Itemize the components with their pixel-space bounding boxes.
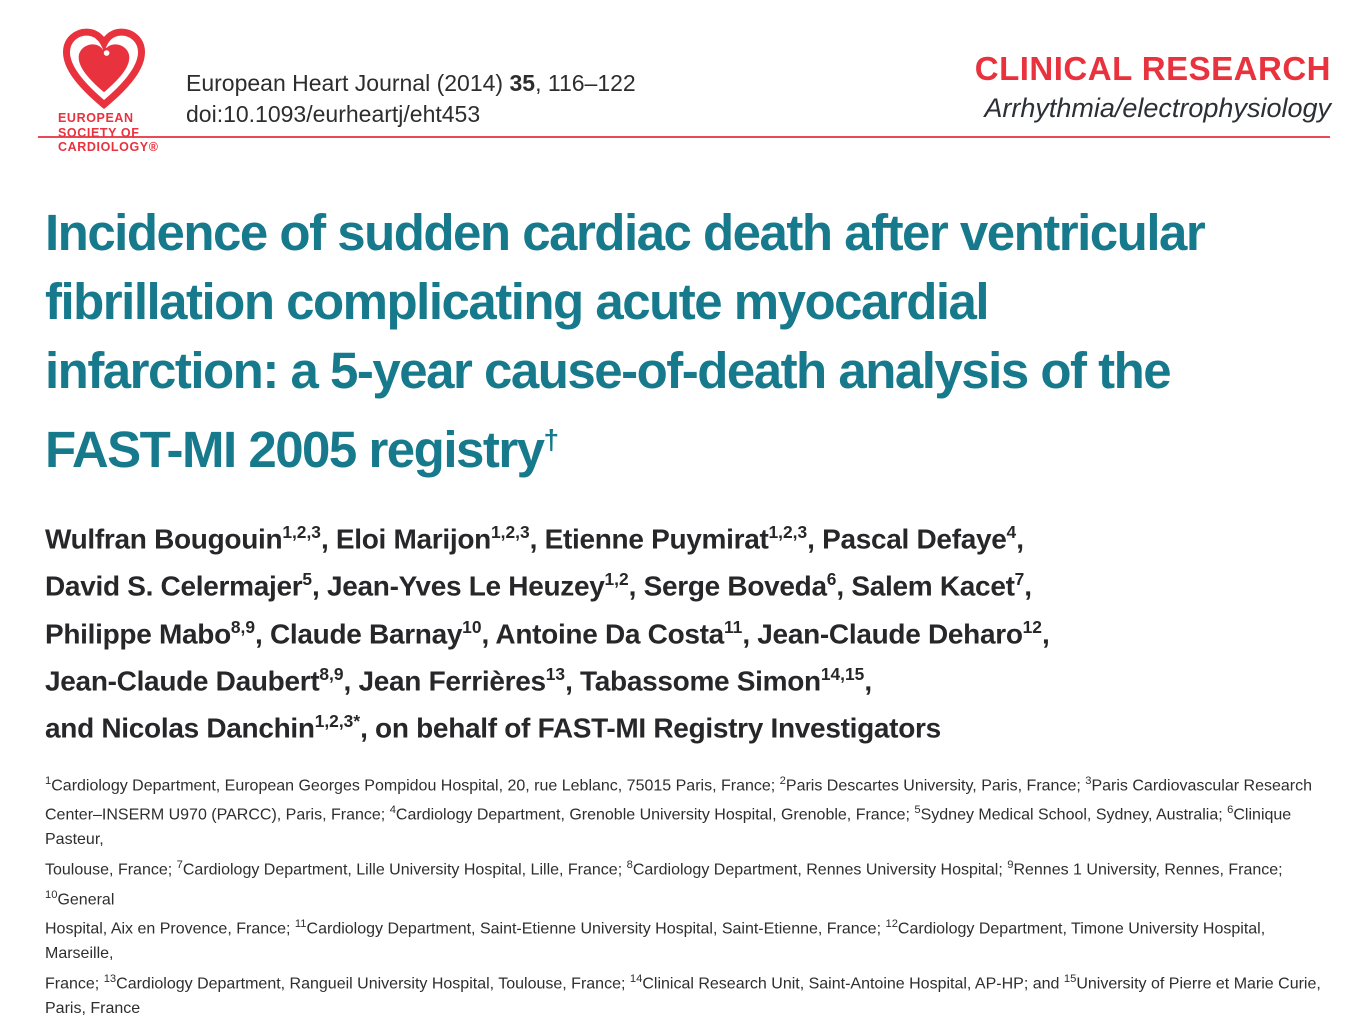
journal-citation: European Heart Journal (2014) 35, 116–122 [186, 70, 636, 96]
journal-doi: doi:10.1093/eurheartj/eht453 [186, 101, 481, 127]
affiliations [45, 769, 1331, 1021]
article-title [45, 198, 1331, 484]
esc-heart-icon [60, 26, 148, 108]
title-line: infarction: a 5-year cause-of-death analysis of the [45, 342, 1171, 399]
affiliation-line: $^1$Cardiology Department, European Georges Pompidou Hospital, 20, rue Leblanc, 75015 Paris, France; $^2$Paris Descartes University, Paris, France; $^3$Paris Cardiovascular Research [45, 774, 1312, 794]
author-line: Philippe Mabo$^{8,9}$, Claude Barnay$^{10}$, Antoine Da Costa$^{11}$, Jean-Claude Deharo$^{12}$, [45, 616, 1050, 649]
author-line: Jean-Claude Daubert$^{8,9}$, Jean Ferrières$^{13}$, Tabassome Simon$^{14,15}$, [45, 663, 872, 697]
affiliation-line: Hospital, Aix en Provence, France; $^{11}$Cardiology Department, Saint-Etienne University Hospital, Saint-Etienne, France; $^{12}$Cardiology Department, Timone University Hospital, Marseille, [45, 918, 1266, 963]
article-category-block [975, 50, 1331, 126]
article-subcategory: Arrhythmia/electrophysiology [984, 93, 1331, 123]
affiliation-line: Paris, France [45, 999, 141, 1017]
author-line: and Nicolas Danchin$^{1,2,3*}$, on behalf of FAST-MI Registry Investigators [45, 711, 941, 744]
journal-citation-block [186, 68, 636, 130]
article-category: CLINICAL RESEARCH [974, 50, 1331, 87]
author-line: Wulfran Bougouin$^{1,2,3}$, Eloi Marijon$^{1,2,3}$, Etienne Puymirat$^{1,2,3}$, Pascal Defaye$^4$, [45, 522, 1024, 555]
affiliation-line: Toulouse, France; $^7$Cardiology Department, Lille University Hospital, Lille, France; $^8$Cardiology Department, Rennes University Hospital; $^9$Rennes 1 University, Rennes, France; $^{10}$General [45, 858, 1283, 908]
affiliation-line: Center–INSERM U970 (PARCC), Paris, France; $^4$Cardiology Department, Grenoble University Hospital, Grenoble, France; $^5$Sydney Medical School, Sydney, Australia; $^6$Clinique Pasteur, [45, 804, 1292, 849]
author-line: David S. Celermajer$^5$, Jean-Yves Le Heuzey$^{1,2}$, Serge Boveda$^6$, Salem Kacet$^7$, [45, 569, 1032, 602]
esc-logo-text-line: CARDIOLOGY® [58, 140, 159, 154]
author-list [45, 512, 1331, 749]
title-line: fibrillation complicating acute myocardial [45, 273, 989, 330]
esc-logo-text-line: SOCIETY OF [58, 125, 140, 140]
title-line: Incidence of sudden cardiac death after ventricular [45, 204, 1205, 261]
title-line: FAST-MI 2005 registry† [45, 421, 560, 478]
esc-logo [58, 26, 158, 155]
affiliation-line: France; $^{13}$Cardiology Department, Rangueil University Hospital, Toulouse, France; $^{14}$Clinical Research Unit, Saint-Antoine Hospital, AP-HP; and $^{15}$University of Pierre et Marie Curie, [45, 972, 1321, 993]
article-head [0, 198, 1371, 1021]
journal-masthead [0, 0, 1371, 154]
esc-logo-text-line: EUROPEAN [58, 111, 134, 125]
masthead-divider-rule [38, 136, 1330, 138]
esc-logo-text [58, 111, 158, 155]
